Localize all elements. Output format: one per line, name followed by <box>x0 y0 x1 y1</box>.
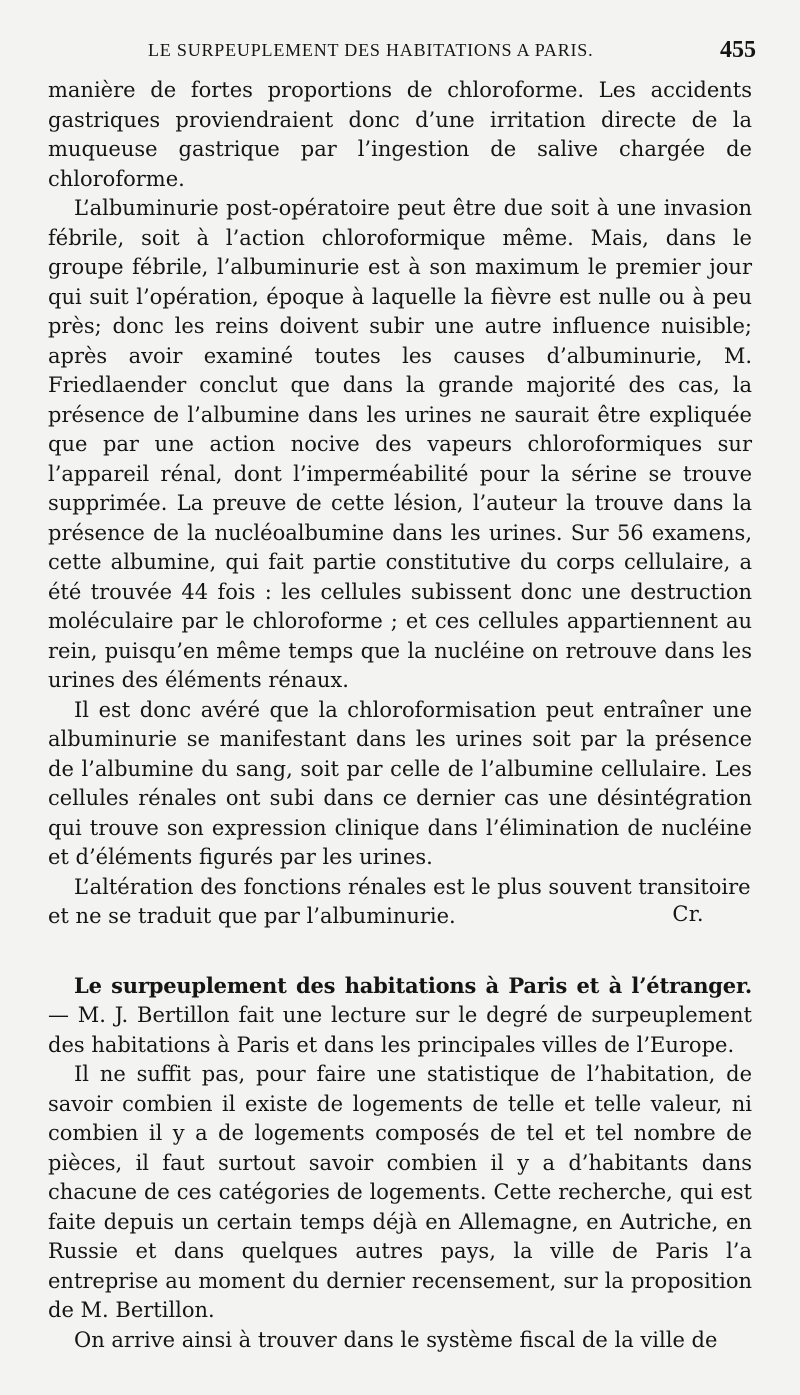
final-line-text: et ne se traduit que par l’albuminurie. <box>48 904 456 928</box>
section-heading: Le surpeuplement des habitations à Paris et à l’étranger. <box>74 972 752 998</box>
paragraph-albuminurie: L’albuminurie post-opératoire peut être due soit à une invasion fébrile, soit à l’action chloroformique même. Mais, dans le groupe fébrile, l’albuminurie est à son maximum le premier jour qui suit l’opération, époque à laquelle la fièvre est nulle ou à peu près; donc les reins doivent subir une autre influence nuisible; après avoir examiné toutes les causes d’albuminurie, M. Friedlaender conclut que dans la grande majorité des cas, la présence de l’albumine dans les urines ne saurait être expliquée que par une action nocive des vapeurs chloroformiques sur l’appareil rénal, dont l’imperméabilité pour la sérine se trouve supprimée. La preuve de cette lésion, l’auteur la trouve dans la présence de la nucléoalbumine dans les urines. Sur 56 examens, cette albumine, qui fait partie constitutive du corps cellulaire, a été trouvée 44 fois : les cellules subissent donc une destruction moléculaire par le chloroforme ; et ces cellules appartiennent au rein, puisqu’en même temps que la nucléine on retrouve dans les urines des éléments rénaux. <box>48 196 752 692</box>
author-signature: Cr. <box>672 902 704 926</box>
paragraph-final-line <box>48 902 704 932</box>
paragraph-systeme-fiscal: On arrive ainsi à trouver dans le système fiscal de la ville de <box>74 1327 718 1352</box>
page-header <box>70 36 756 70</box>
paragraph-alteration: L’altération des fonctions rénales est le plus souvent transitoire <box>74 874 751 899</box>
paragraph-continuation: manière de fortes proportions de chloroforme. Les accidents gastriques proviendraient donc d’une irritation directe de la muqueuse gastrique par l’ingestion de salive chargée de chloroforme. <box>48 78 752 191</box>
body-text <box>48 76 752 1355</box>
section-lead: — M. J. Bertillon fait une lecture sur le degré de surpeuplement des habitations à Paris et dans les principales villes de l’Europe. <box>48 1003 752 1057</box>
section-intro <box>48 971 752 1061</box>
running-title: LE SURPEUPLEMENT DES HABITATIONS A PARIS. <box>148 40 594 60</box>
paragraph-chloroformisation: Il est donc avéré que la chloroformisation peut entraîner une albuminurie se manifestant dans les urines soit par la présence de l’albumine du sang, soit par celle de l’albumine cellulaire. Les cellules rénales ont subi dans ce dernier cas une désintégration qui trouve son expression clinique dans l’élimination de nucléine et d’éléments figurés par les urines. <box>48 697 752 869</box>
paragraph-statistique: Il ne suffit pas, pour faire une statistique de l’habitation, de savoir combien il existe de logements de telle et telle valeur, ni combien il y a de logements composés de tel et tel nombre de pièces, il faut surtout savoir combien il y a d’habitants dans chacune de ces catégories de logements. Cette recherche, qui est faite depuis un certain temps déjà en Allemagne, en Autriche, en Russie et dans quelques autres pays, la ville de Paris l’a entreprise au moment du dernier recensement, sur la proposition de M. Bertillon. <box>48 1062 752 1322</box>
page-number: 455 <box>720 37 756 63</box>
section-spacer <box>48 932 752 971</box>
